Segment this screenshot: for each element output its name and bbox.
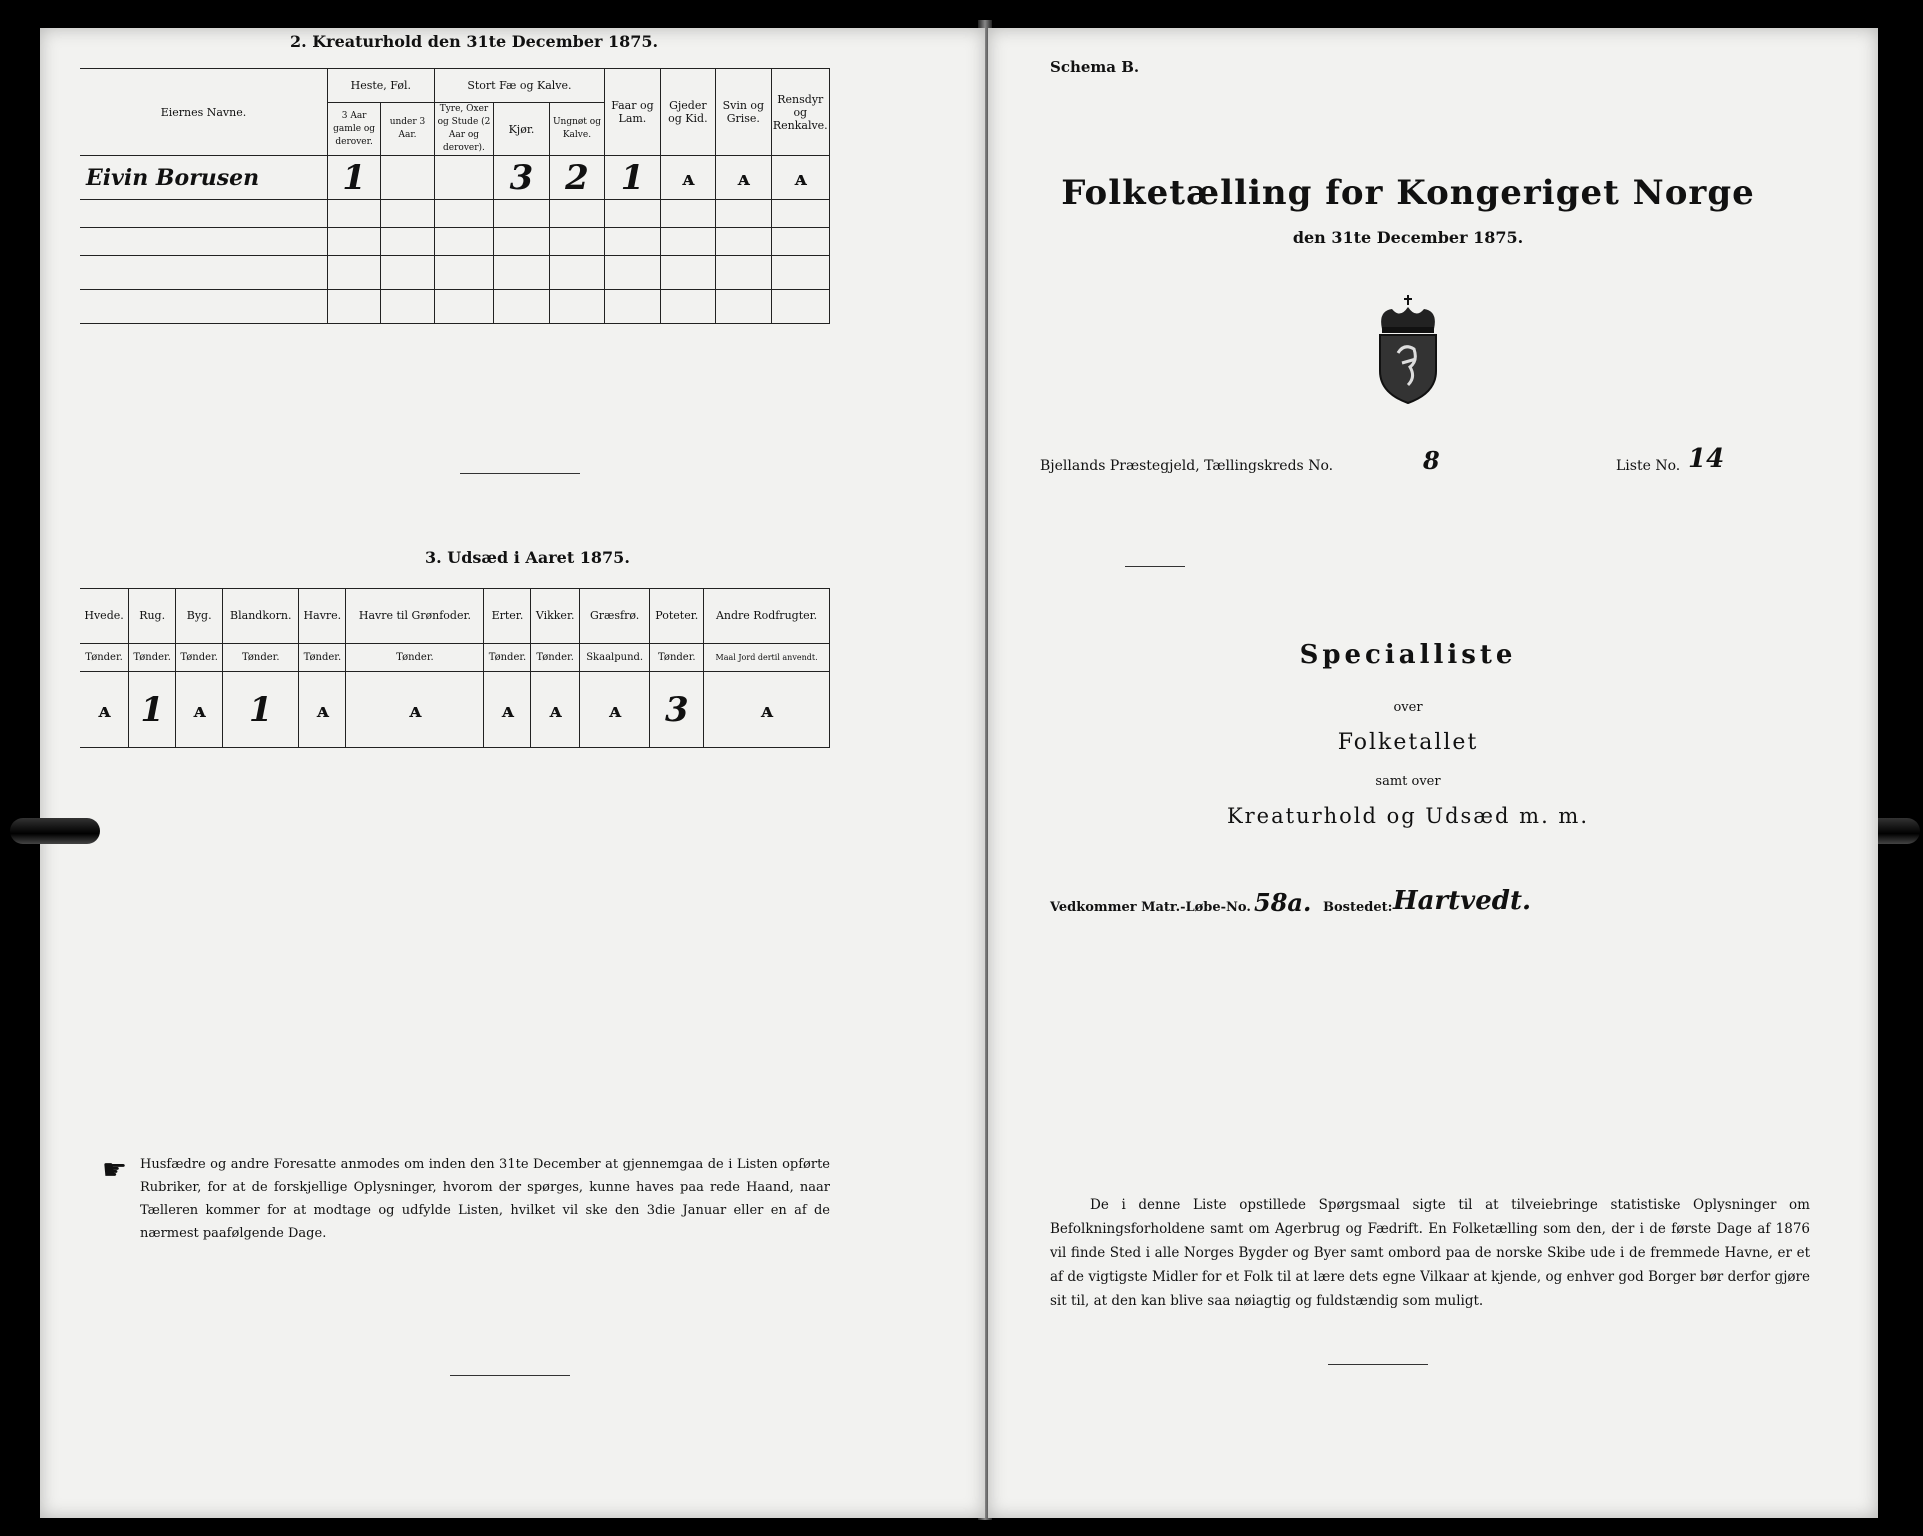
section3-title: 3. Udsæd i Aaret 1875. bbox=[425, 548, 630, 567]
sowing-header-name: Vikker. bbox=[531, 589, 579, 644]
sowing-header-name: Byg. bbox=[176, 589, 223, 644]
sowing-header-name: Blandkorn. bbox=[223, 589, 299, 644]
livestock-row bbox=[80, 156, 830, 200]
list-number: 14 bbox=[1688, 444, 1725, 474]
horses-old-value: 1 bbox=[327, 156, 380, 200]
sowing-header-name: Rug. bbox=[129, 589, 176, 644]
cattle-sub-young: Ungnøt og Kalve. bbox=[549, 103, 604, 156]
horses-header: Heste, Føl. bbox=[327, 69, 434, 103]
sowing-header-unit: Tønder. bbox=[223, 643, 299, 672]
place-label: Bostedet: bbox=[1323, 900, 1393, 915]
over-2: samt over bbox=[1375, 774, 1441, 789]
sowing-header-name: Hvede. bbox=[80, 589, 129, 644]
pigs-value: ᴀ bbox=[716, 156, 771, 200]
sowing-value: ᴀ bbox=[484, 672, 531, 748]
matr-label: Vedkommer Matr.-Løbe-No. bbox=[1050, 900, 1251, 915]
sowing-value: ᴀ bbox=[704, 672, 830, 748]
sowing-header-unit: Tønder. bbox=[129, 643, 176, 672]
section2-title: 2. Kreaturhold den 31te December 1875. bbox=[290, 32, 659, 51]
divider bbox=[460, 473, 580, 474]
sowing-value: ᴀ bbox=[299, 672, 346, 748]
folk-label: Folketallet bbox=[1337, 730, 1479, 755]
sowing-header-name: Andre Rodfrugter. bbox=[704, 589, 830, 644]
sowing-value: ᴀ bbox=[80, 672, 129, 748]
sowing-header-unit: Maal Jord dertil anvendt. bbox=[704, 643, 830, 672]
bottom-divider-right bbox=[1328, 1364, 1428, 1365]
cattle-sub-cows: Kjør. bbox=[494, 103, 549, 156]
sowing-header-unit: Tønder. bbox=[176, 643, 223, 672]
goats-header: Gjeder og Kid. bbox=[660, 69, 715, 156]
sowing-value: 1 bbox=[223, 672, 299, 748]
list-label: Liste No. bbox=[1616, 458, 1681, 474]
bottom-divider bbox=[450, 1375, 570, 1376]
sowing-value: ᴀ bbox=[176, 672, 223, 748]
sowing-header-unit: Tønder. bbox=[484, 643, 531, 672]
sowing-header-name: Havre til Grønfoder. bbox=[346, 589, 484, 644]
sheep-value: 1 bbox=[605, 156, 660, 200]
sowing-header-unit: Tønder. bbox=[650, 643, 704, 672]
livestock-label: Kreaturhold og Udsæd m. m. bbox=[1226, 804, 1590, 828]
left-page bbox=[40, 28, 985, 1518]
info-paragraph: De i denne Liste opstillede Spørgsmaal sigte til at tilveiebringe statistiske Oplysninger om Befolkningsforholdene samt om Agerbrug og Fædrift. En Folketælling som den, der i de første Dage af 1876 vil finde Sted i alle Norges Bygder og Byer samt ombord paa de norske Skibe ude i de fremmede Havne, er et af de vigtigste Midler for et Folk til at lære dets egne Vilkaar at kjende, og enhver god Borger bør derfor gjøre sit til, at den kan blive saa nøiagtig og fuldstændig som muligt. bbox=[1050, 1197, 1810, 1309]
horses-sub-young: under 3 Aar. bbox=[381, 103, 434, 156]
date-subtitle: den 31te December 1875. bbox=[1292, 228, 1524, 247]
cattle-sub-bulls: Tyre, Oxer og Stude (2 Aar og derover). bbox=[434, 103, 494, 156]
reindeer-header: Rensdyr og Renkalve. bbox=[771, 69, 829, 156]
horses-young-value bbox=[381, 156, 434, 200]
coat-of-arms-icon bbox=[1368, 293, 1448, 405]
sowing-header-unit: Skaalpund. bbox=[579, 643, 650, 672]
right-page bbox=[988, 28, 1878, 1518]
sowing-header-name: Erter. bbox=[484, 589, 531, 644]
special-title: Specialliste bbox=[1299, 640, 1517, 670]
sowing-header-name: Græsfrø. bbox=[579, 589, 650, 644]
pointing-hand-icon: ☛ bbox=[102, 1153, 128, 1186]
sowing-value: 1 bbox=[129, 672, 176, 748]
owner-header: Eiernes Navne. bbox=[80, 69, 327, 156]
sowing-header-name: Poteter. bbox=[650, 589, 704, 644]
cows-value: 3 bbox=[494, 156, 549, 200]
short-divider bbox=[1125, 566, 1185, 567]
left-binder-clip bbox=[10, 818, 100, 844]
horses-sub-old: 3 Aar gamle og derover. bbox=[327, 103, 380, 156]
place-value: Hartvedt. bbox=[1393, 886, 1532, 916]
sowing-value: ᴀ bbox=[346, 672, 484, 748]
parish-label: Bjellands Præstegjeld, Tællingskreds No. bbox=[1040, 458, 1334, 474]
sowing-header-unit: Tønder. bbox=[531, 643, 579, 672]
sowing-table bbox=[80, 588, 830, 748]
over-1: over bbox=[1393, 700, 1423, 715]
notice-text: Husfædre og andre Foresatte anmodes om inden den 31te December at gjennemgaa de i Listen opførte Rubriker, for at de forskjellige Oplysninger, hvorom der spørges, kunne haves paa rede Haand, naar Tælleren kommer for at modtage og udfylde Listen, hvilket vil ske den 3die Januar eller en af de nærmest paafølgende Dage. bbox=[140, 1157, 830, 1241]
reindeer-value: ᴀ bbox=[771, 156, 829, 200]
district-number: 8 bbox=[1423, 446, 1440, 475]
goats-value: ᴀ bbox=[660, 156, 715, 200]
main-title: Folketælling for Kongeriget Norge bbox=[1061, 173, 1755, 213]
sowing-value: ᴀ bbox=[531, 672, 579, 748]
sowing-header-unit: Tønder. bbox=[346, 643, 484, 672]
cattle-header: Stort Fæ og Kalve. bbox=[434, 69, 605, 103]
sowing-value: 3 bbox=[650, 672, 704, 748]
bulls-value bbox=[434, 156, 494, 200]
pigs-header: Svin og Grise. bbox=[716, 69, 771, 156]
young-cattle-value: 2 bbox=[549, 156, 604, 200]
sowing-header-unit: Tønder. bbox=[299, 643, 346, 672]
sheep-header: Faar og Lam. bbox=[605, 69, 660, 156]
sowing-header-name: Havre. bbox=[299, 589, 346, 644]
sowing-value: ᴀ bbox=[579, 672, 650, 748]
matr-number: 58a. bbox=[1254, 888, 1312, 917]
schema-label: Schema B. bbox=[1050, 58, 1140, 76]
livestock-table bbox=[80, 68, 830, 324]
sowing-header-unit: Tønder. bbox=[80, 643, 129, 672]
owner-name: Eivin Borusen bbox=[80, 156, 327, 200]
